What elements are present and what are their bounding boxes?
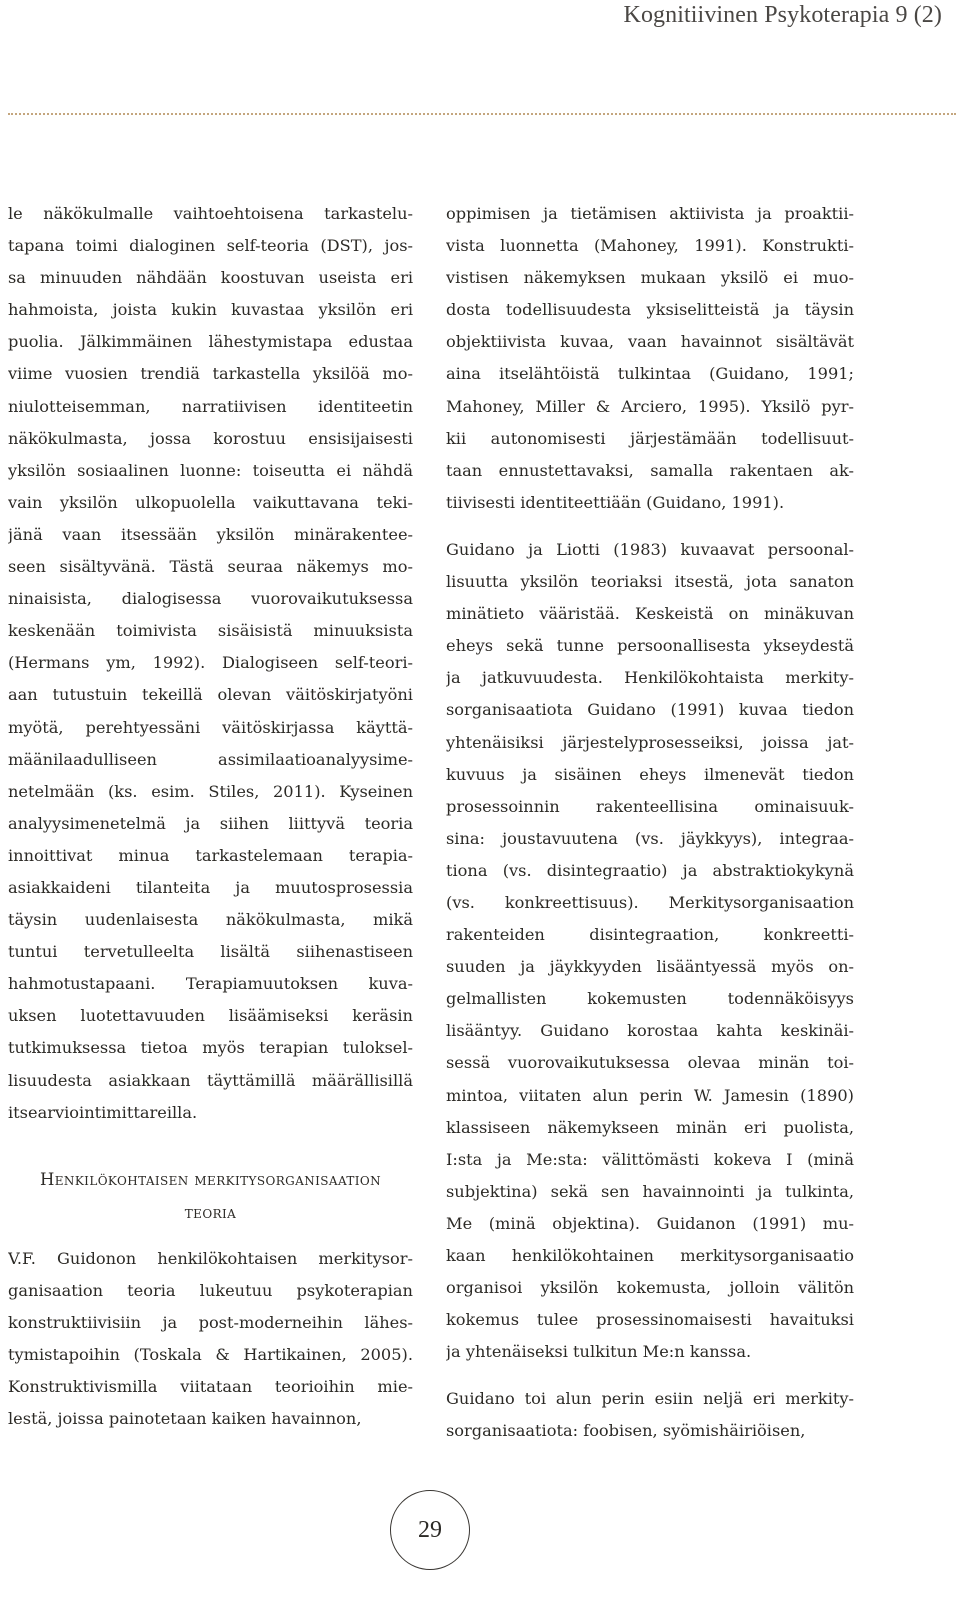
text-line: lisuudesta asiakkaan täyttämillä määrällisillä (8, 1070, 413, 1090)
text-line: objektiivista kuvaa, vaan havainnot sisältävät (446, 332, 854, 352)
right-column (446, 198, 854, 1448)
text-line: ganisaation teoria lukeutuu psykoterapian (8, 1280, 413, 1300)
text-line: organisoi yksilön kokemusta, jolloin välitön (446, 1278, 854, 1298)
running-header-title: Kognitiivinen Psykoterapia 9 (2) (623, 2, 942, 28)
text-line: hahmoista, joista kukin kuvastaa yksilön eri (8, 300, 413, 320)
text-line: kaan henkilökohtainen merkitysorganisaatio (446, 1246, 854, 1265)
text-line: (vs. konkreettisuus). Merkitysorganisaation (446, 892, 854, 912)
text-line: netelmään (ks. esim. Stiles, 2011). Kyseinen (8, 781, 413, 801)
text-line: vistisen näkemyksen mukaan yksilö ei muo- (446, 268, 854, 288)
left-paragraph-1 (8, 198, 413, 1129)
text-line: aan tutustuin tekeillä olevan väitöskirjatyöni (8, 685, 413, 705)
text-line: ja jatkuvuudesta. Henkilökohtaista merkity- (446, 668, 854, 688)
text-line: kokemus tulee prosessinomaisesti havaituksi (446, 1310, 854, 1330)
text-line: sorganisaatiota Guidano (1991) kuvaa tiedon (446, 700, 854, 720)
text-line: le näkökulmalle vaihtoehtoisena tarkastelu- (8, 204, 413, 223)
text-line: mintoa, viitaten alun perin W. Jamesin (1890) (446, 1085, 854, 1105)
text-line: tutkimuksessa tietoa myös terapian tuloksel- (8, 1038, 413, 1058)
text-line: Me (minä objektina). Guidanon (1991) mu- (446, 1213, 854, 1233)
paragraph-gap (446, 1368, 854, 1383)
text-line: Guidano toi alun perin esiin neljä eri merkity- (446, 1389, 854, 1409)
section-heading (8, 1163, 413, 1229)
text-line: subjektina) sekä sen havainnointi ja tulkinta, (446, 1181, 854, 1201)
text-line: yksilön sosiaalinen luonne: toiseutta ei nähdä (8, 460, 413, 480)
text-line: innoittivat minua tarkastelemaan terapia- (8, 845, 413, 865)
left-column (8, 198, 413, 1435)
right-paragraph-1 (446, 198, 854, 519)
text-line: tiivisesti identiteettiään (Guidano, 1991). (446, 492, 785, 512)
text-line: sessä vuorovaikutuksessa olevaa minän toi- (446, 1053, 854, 1073)
text-line: tymistapoihin (Toskala & Hartikainen, 2005). (8, 1345, 413, 1364)
text-line: vain yksilön ulkopuolella vaikuttavana teki- (8, 492, 413, 512)
paragraph-gap (446, 519, 854, 534)
text-line: konstruktiivisiin ja post-moderneihin lähes- (8, 1312, 413, 1332)
text-line: lestä, joissa painotetaan kaiken havainnon, (8, 1409, 362, 1429)
text-line: niulotteisemman, narratiivisen identiteetin (8, 396, 413, 416)
text-line: kii autonomisesti järjestämään todellisuut- (446, 428, 854, 448)
text-line: dosta todellisuudesta yksiselitteistä ja täysin (446, 300, 854, 320)
text-line: sa minuuden nähdään koostuvan useista eri (8, 268, 413, 288)
text-line: prosessoinnin rakenteellisina ominaisuuk- (446, 796, 854, 816)
text-line: yhtenäisiksi järjestelyprosesseiksi, joissa jat- (446, 732, 854, 752)
text-line: näkökulmasta, jossa korostuu ensisijaisesti (8, 428, 413, 448)
text-line: lisääntyy. Guidano korostaa kahta keskinäi- (446, 1021, 854, 1041)
text-line: sorganisaatiota: foobisen, syömishäiriöisen, (446, 1421, 806, 1441)
header-dotted-divider (8, 113, 956, 115)
text-line: myötä, perehtyessäni väitöskirjassa käyttä- (8, 717, 413, 737)
text-line: tapana toimi dialoginen self-teoria (DST), jos- (8, 236, 413, 256)
text-line: ja yhtenäiseksi tulkitun Me:n kanssa. (446, 1342, 752, 1362)
text-line: gelmallisten kokemusten todennäköisyys (446, 989, 854, 1009)
text-line: jänä vaan itsessään yksilön minärakentee- (8, 524, 413, 544)
text-line: lisuutta yksilön teoriaksi itsestä, jota sanaton (446, 572, 854, 592)
page-number-badge (390, 1490, 470, 1570)
text-line: tuntui tervetulleelta lisältä siihenastiseen (8, 942, 413, 962)
text-line: määnilaadulliseen assimilaatioanalyysime- (8, 749, 413, 769)
text-line: uksen luotettavuuden lisäämiseksi keräsin (8, 1006, 413, 1026)
text-line: oppimisen ja tietämisen aktiivista ja proaktii- (446, 204, 854, 223)
text-line: V.F. Guidonon henkilökohtaisen merkitysor- (8, 1248, 413, 1268)
section-heading-line-2: teoria (184, 1202, 237, 1222)
text-line: hahmotustapaani. Terapiamuutoksen kuva- (8, 974, 413, 994)
text-line: suuden ja jäykkyyden lisääntyessä myös on- (446, 957, 854, 977)
text-line: sina: joustavuutena (vs. jäykkyys), integraa- (446, 828, 854, 848)
text-line: vista luonnetta (Mahoney, 1991). Konstrukti- (446, 236, 854, 256)
text-line: Guidano ja Liotti (1983) kuvaavat persoonal- (446, 539, 854, 559)
right-paragraph-2 (446, 534, 854, 1368)
text-line: seen sisältyvänä. Tästä seuraa näkemys mo- (8, 557, 413, 577)
text-line: Mahoney, Miller & Arciero, 1995). Yksilö pyr- (446, 396, 854, 416)
text-line: eheys sekä tunne persoonallisesta ykseydestä (446, 636, 854, 656)
text-line: (Hermans ym, 1992). Dialogiseen self-teori- (8, 653, 413, 673)
text-line: itsearviointimittareilla. (8, 1102, 198, 1122)
text-line: Konstruktivismilla viitataan teorioihin mie- (8, 1377, 413, 1397)
right-paragraph-3 (446, 1383, 854, 1447)
text-line: täysin uudenlaisesta näkökulmasta, mikä (8, 910, 413, 930)
text-line: klassiseen näkemykseen minän eri puolista, (446, 1117, 854, 1137)
text-line: taan ennustettavaksi, samalla rakentaen ak- (446, 460, 854, 480)
left-paragraph-2 (8, 1243, 413, 1436)
page-number: 29 (418, 1516, 442, 1543)
text-line: analyysimenetelmä ja siihen liittyvä teoria (8, 813, 413, 833)
section-heading-line-1: Henkilökohtaisen merkitysorganisaation (39, 1169, 382, 1189)
text-line: aina itselähtöistä tulkintaa (Guidano, 1991; (446, 364, 854, 384)
text-line: ninaisista, dialogisessa vuorovaikutuksessa (8, 589, 413, 609)
text-line: viime vuosien trendiä tarkastella yksilöä mo- (8, 364, 413, 384)
text-line: puolia. Jälkimmäinen lähestymistapa edustaa (8, 332, 413, 352)
text-line: I:sta ja Me:sta: välittömästi kokeva I (minä (446, 1149, 854, 1169)
text-line: tiona (vs. disintegraatio) ja abstraktiokykynä (446, 860, 854, 880)
text-line: kuvuus ja sisäinen eheys ilmenevät tiedon (446, 764, 854, 784)
text-line: keskenään toimivista sisäisistä minuuksista (8, 621, 413, 641)
text-line: minätieto vääristää. Keskeistä on minäkuvan (446, 604, 854, 624)
text-line: rakenteiden disintegraation, konkreetti- (446, 925, 854, 945)
text-line: asiakkaideni tilanteita ja muutosprosessia (8, 877, 413, 897)
